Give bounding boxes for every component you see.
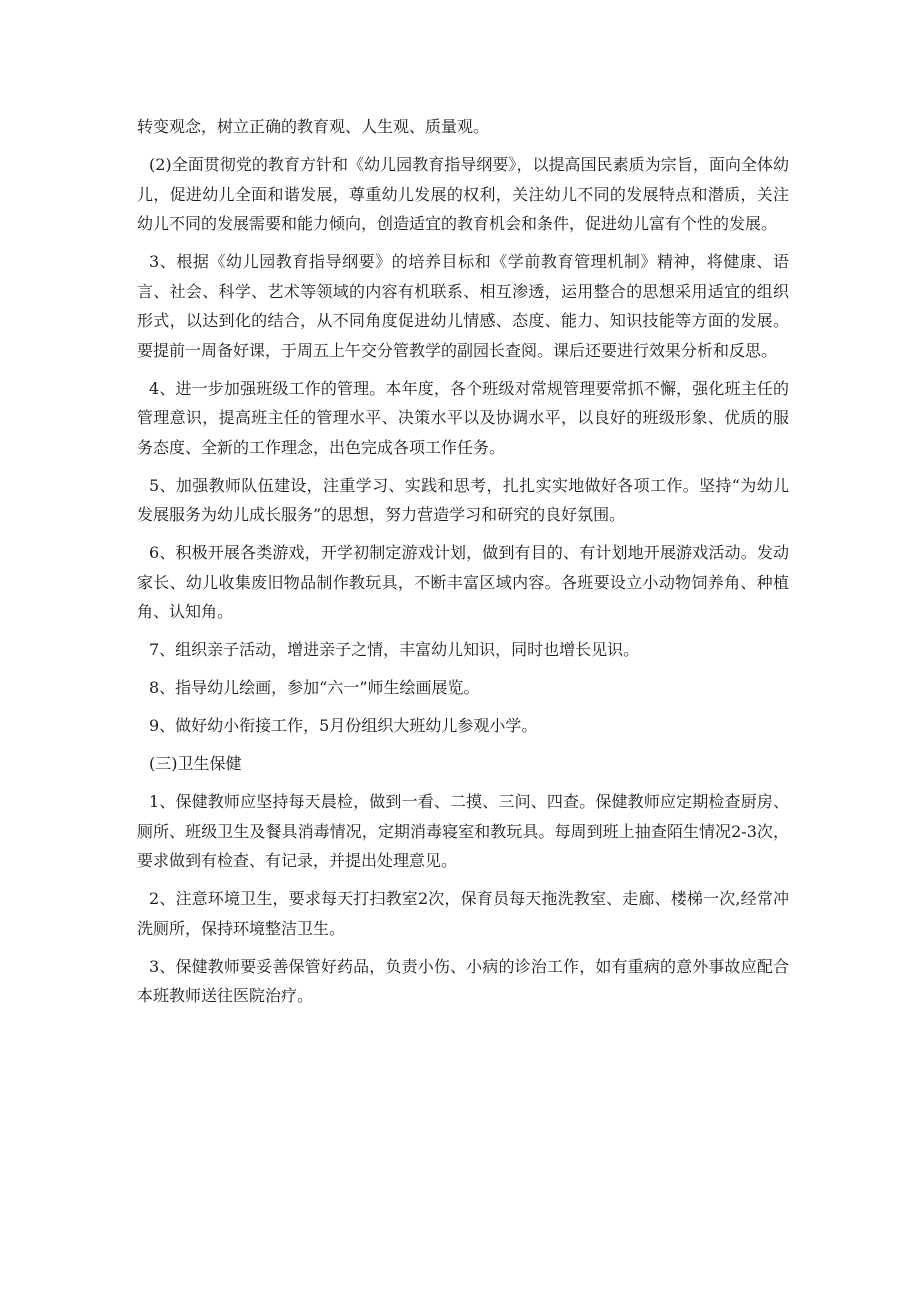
paragraph-health-2: 2、注意环境卫生，要求每天打扫教室2次，保育员每天拖洗教室、走廊、楼梯一次,经常冲洗厕所，保持环境整洁卫生。 — [137, 889, 789, 938]
paragraph-item-9: 9、做好幼小衔接工作，5月份组织大班幼儿参观小学。 — [149, 716, 538, 735]
paragraph-health-1: 1、保健教师应坚持每天晨检，做到一看、二摸、三问、四查。保健教师应定期检查厨房、厕所、班级卫生及餐具消毒情况，定期消毒寝室和教玩具。每周到班上抽查陌生情况2-3次，要求做到有检查、有记录，并提出处理意见。 — [137, 792, 789, 870]
paragraph-item-5: 5、加强教师队伍建设，注重学习、实践和思考，扎扎实实地做好各项工作。坚持“为幼儿发展服务为幼儿成长服务”的思想，努力营造学习和研究的良好氛围。 — [137, 475, 789, 524]
paragraph-item-6: 6、积极开展各类游戏，开学初制定游戏计划，做到有目的、有计划地开展游戏活动。发动家长、幼儿收集废旧物品制作教玩具，不断丰富区域内容。各班要设立小动物饲养角、种植角、认知角。 — [137, 543, 789, 621]
document-body — [137, 112, 789, 1019]
paragraph-item-2: (2)全面贯彻党的教育方针和《幼儿园教育指导纲要》，以提高国民素质为宗旨，面向全体幼儿，促进幼儿全面和谐发展，尊重幼儿发展的权利，关注幼儿不同的发展特点和潜质，关注幼儿不同的发展需要和能力倾向，创造适宜的教育机会和条件，促进幼儿富有个性的发展。 — [137, 155, 789, 233]
paragraph-item-3: 3、根据《幼儿园教育指导纲要》的培养目标和《学前教育管理机制》精神，将健康、语言、社会、科学、艺术等领域的内容有机联系、相互渗透，运用整合的思想采用适宜的组织形式，以达到化的结合，从不同角度促进幼儿情感、态度、能力、知识技能等方面的发展。要提前一周备好课，于周五上午交分管教学的副园长查阅。课后还要进行效果分析和反思。 — [137, 252, 789, 360]
paragraph-health-3: 3、保健教师要妥善保管好药品，负责小伤、小病的诊治工作，如有重病的意外事故应配合本班教师送往医院治疗。 — [137, 956, 789, 1005]
section-heading-health-care: (三)卫生保健 — [149, 754, 242, 773]
paragraph-item-7: 7、组织亲子活动，增进亲子之情，丰富幼儿知识，同时也增长见识。 — [149, 640, 640, 659]
paragraph-item-8: 8、指导幼儿绘画，参加“六一”师生绘画展览。 — [149, 678, 480, 697]
paragraph-item-4: 4、进一步加强班级工作的管理。本年度，各个班级对常规管理要常抓不懈，强化班主任的管理意识，提高班主任的管理水平、决策水平以及协调水平，以良好的班级形象、优质的服务态度、全新的工作理念，出色完成各项工作任务。 — [137, 378, 789, 457]
paragraph-continuation: 转变观念，树立正确的教育观、人生观、质量观。 — [137, 117, 490, 136]
